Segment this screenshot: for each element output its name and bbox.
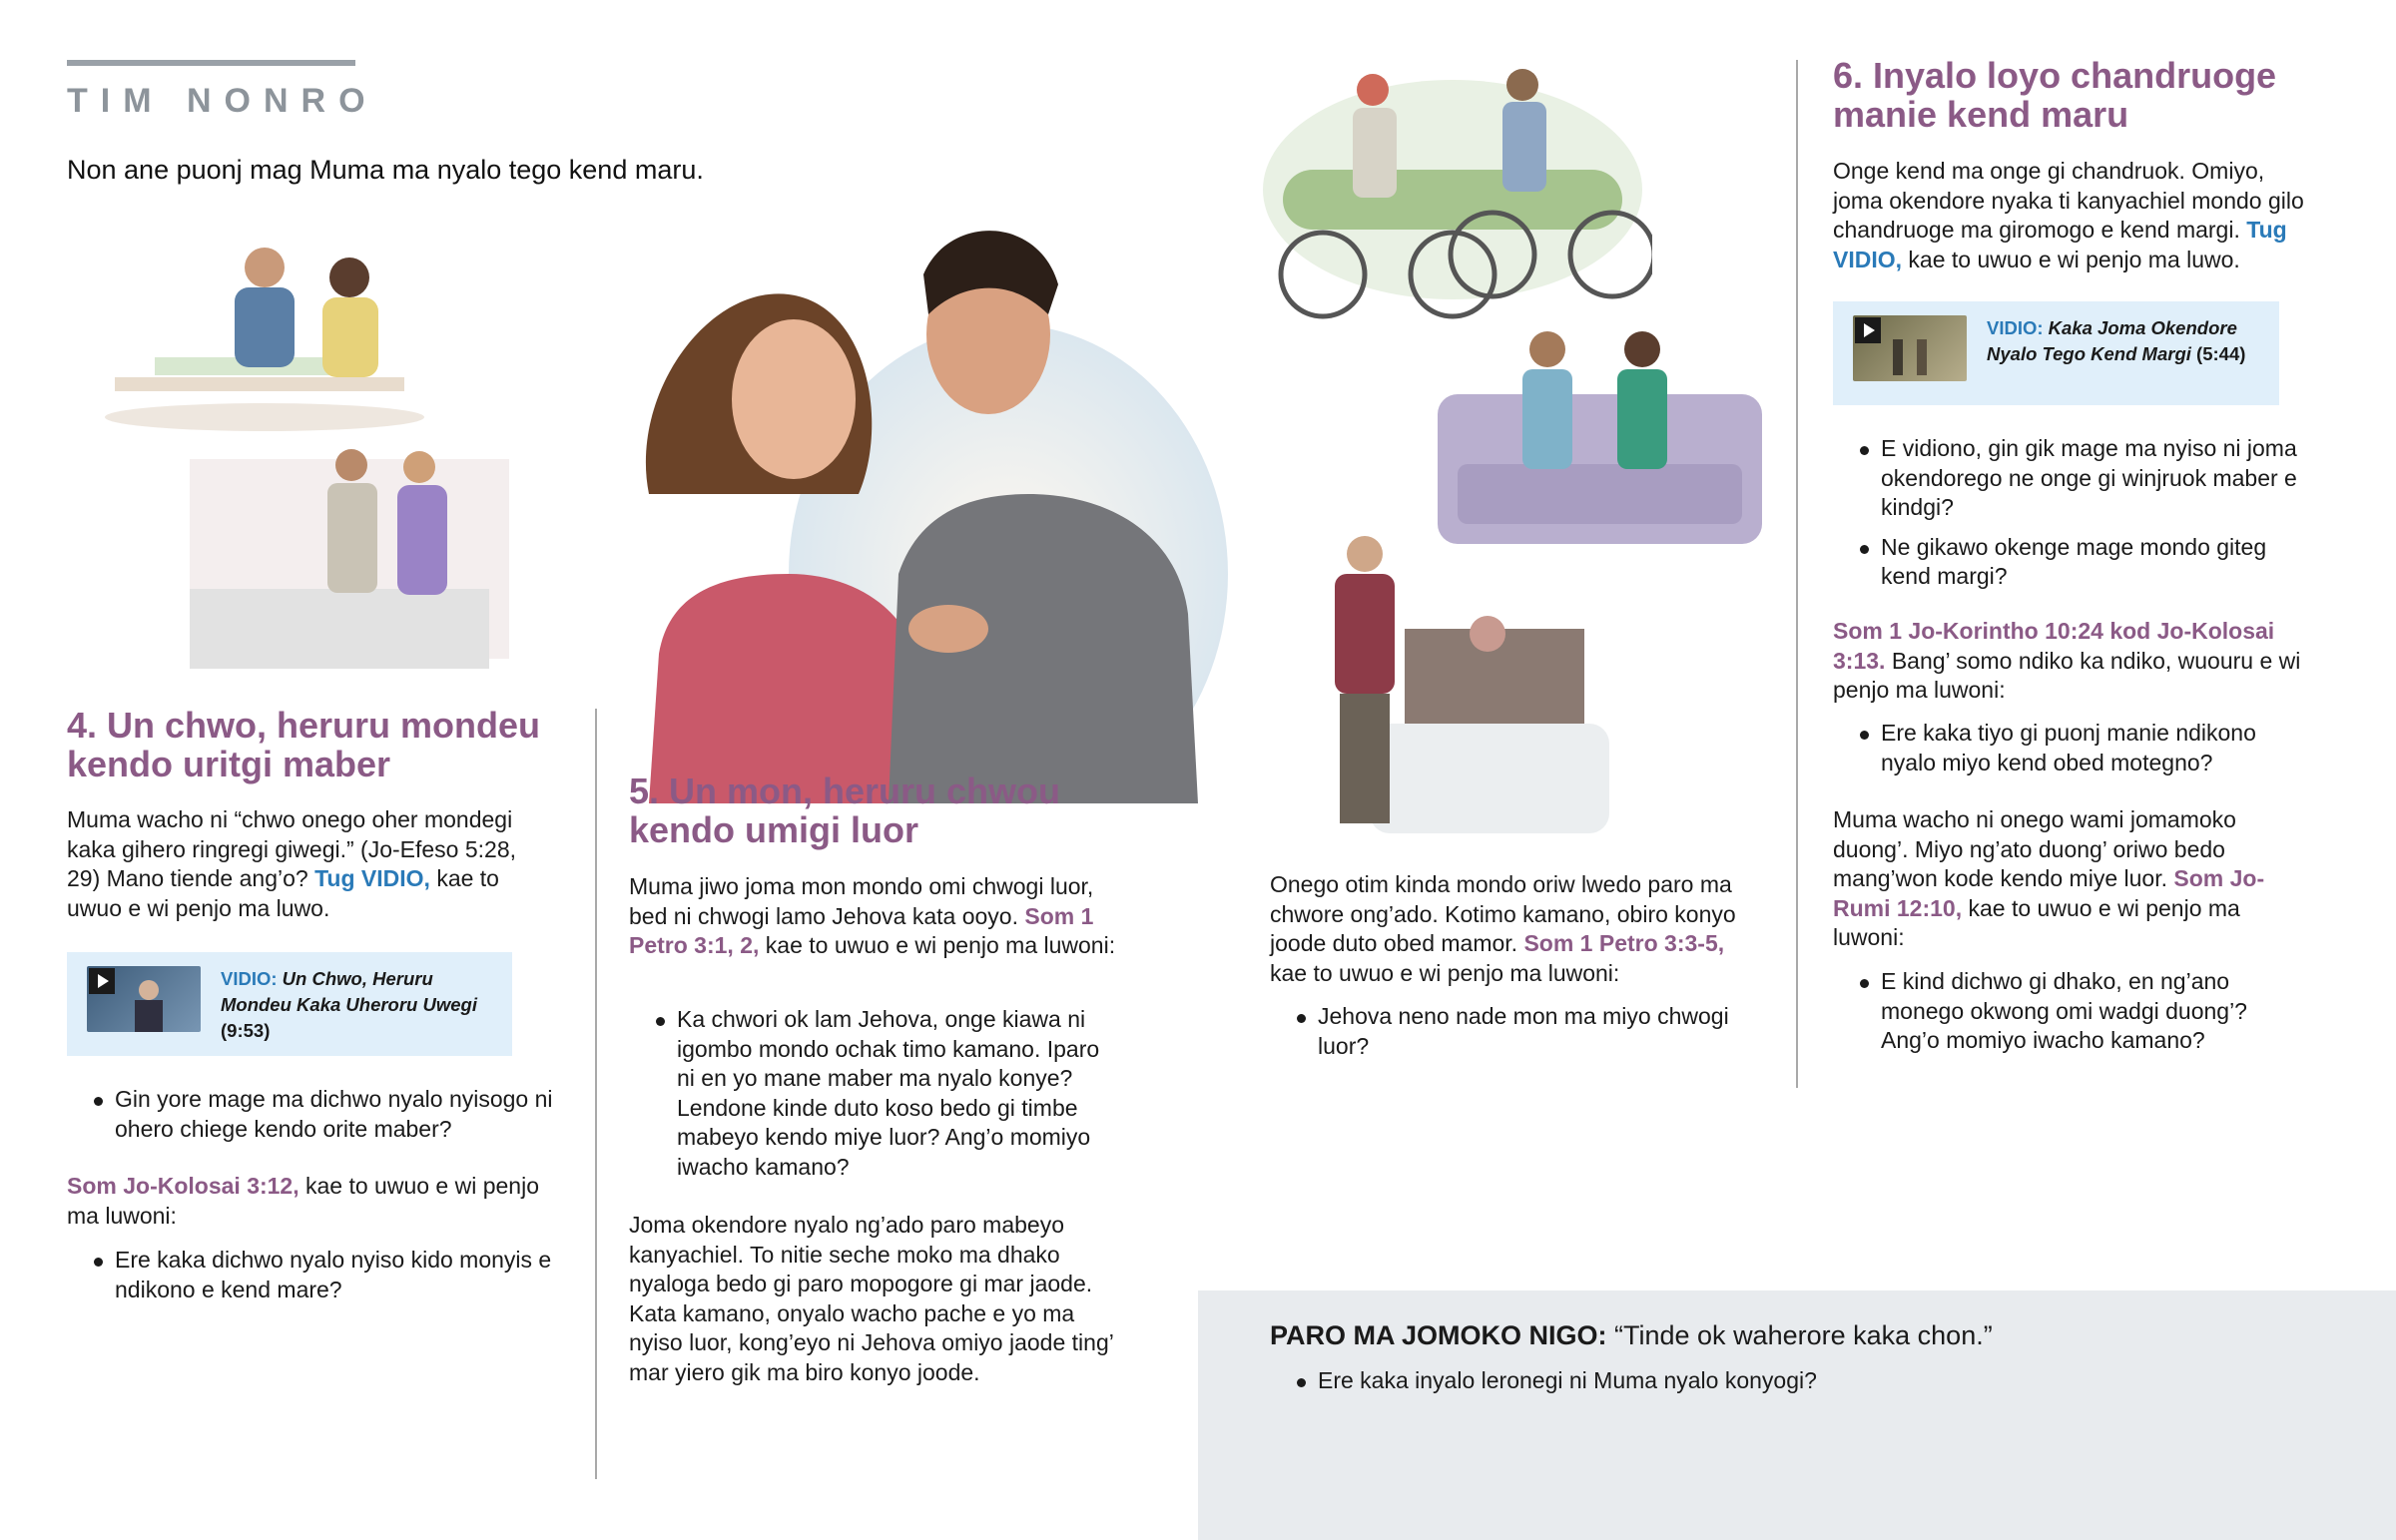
column-3-questions bbox=[1270, 1002, 1729, 1065]
discussion-footer bbox=[1198, 1290, 2396, 1540]
video-thumbnail[interactable] bbox=[1853, 315, 1967, 381]
video-title: Kaka Joma Okendore Nyalo Tego Kend Margi bbox=[1987, 317, 2237, 364]
reference-text: Bang’ somo ndiko ka ndiko, wuouru e wi penjo ma luwoni: bbox=[1833, 647, 2301, 703]
reference-text: kae to uwuo e wi penjo ma luwoni: bbox=[67, 1173, 540, 1229]
section-5-questions bbox=[629, 1005, 1108, 1186]
footer-title: PARO MA JOMOKO NIGO: bbox=[1270, 1320, 1607, 1350]
kicker-rule bbox=[67, 60, 355, 66]
watch-video-link[interactable]: Tug VIDIO, bbox=[1833, 217, 2287, 272]
question-item: Ere kaka dichwo nyalo nyiso kido monyis e ndikono e kend mare? bbox=[67, 1246, 566, 1304]
scripture-link[interactable]: Som 1 Petro 3:3-5, bbox=[1523, 930, 1725, 956]
video-card-married-couples[interactable] bbox=[1833, 301, 2279, 405]
question-item: Ka chwori ok lam Jehova, onge kiawa ni igombo mondo ochak timo kamano. Iparo ni en yo mane maber ma nyalo konye? Lendone kinde duto koso bedo gi timbe mabeyo kendo miye luor? Ang’o momiyo iwacho kamano? bbox=[629, 1005, 1108, 1182]
couple-cooking-illustration bbox=[190, 439, 509, 679]
column-3-text-end: kae to uwuo e wi penjo ma luwoni: bbox=[1270, 959, 1620, 986]
section-kicker: TIM NONRO bbox=[67, 82, 378, 120]
section-6-reference bbox=[1833, 617, 2312, 706]
caring-for-sick-wife-illustration bbox=[1270, 534, 1614, 843]
scripture-link[interactable]: Som Jo-Kolosai 3:12, bbox=[67, 1173, 300, 1199]
section-6-questions bbox=[1833, 434, 2302, 596]
section-4-text: Muma wacho ni “chwo onego oher mondegi kaka gihero ringregi giwegi.” (Jo-Efeso 5:28, 29) Mano tiende ang’o? bbox=[67, 806, 517, 891]
section-6-text-3: kae to uwuo e wi penjo ma luwoni: bbox=[1833, 894, 2240, 950]
section-5-text-end: kae to uwuo e wi penjo ma luwoni: bbox=[765, 932, 1116, 958]
section-4-paragraph bbox=[67, 805, 546, 923]
question-item: Ere kaka inyalo leronegi ni Muma nyalo konyogi? bbox=[1270, 1366, 2168, 1396]
video-label: VIDIO: bbox=[221, 968, 278, 989]
section-6-text: Onge kend ma onge gi chandruok. Omiyo, joma okendore nyaka ti kanyachiel mondo gilo chandruoge ma giromogo e kend margi. bbox=[1833, 158, 2304, 243]
watch-video-link[interactable]: Tug VIDIO, bbox=[314, 865, 430, 891]
video-thumbnail[interactable] bbox=[87, 966, 201, 1032]
section-6-questions-3 bbox=[1833, 967, 2302, 1060]
video-caption bbox=[1987, 315, 2259, 367]
video-label: VIDIO: bbox=[1987, 317, 2044, 338]
question-item: Jehova neno nade mon ma miyo chwogi luor? bbox=[1270, 1002, 1729, 1061]
section-6-paragraph-2 bbox=[1833, 805, 2302, 953]
section-6-paragraph bbox=[1833, 157, 2312, 274]
section-4-reference bbox=[67, 1172, 566, 1231]
video-title: Un Chwo, Heruru Mondeu Kaka Uheroru Uwegi bbox=[221, 968, 477, 1015]
intro-text: Non ane puonj mag Muma ma nyalo tego kend maru. bbox=[67, 155, 704, 185]
column-3-text: Onego otim kinda mondo oriw lwedo paro ma chwore ong’ado. Kotimo kamano, obiro konyo joode duto obed mamor. bbox=[1270, 871, 1736, 956]
column-3-paragraph bbox=[1270, 870, 1759, 988]
footer-questions bbox=[1270, 1366, 2168, 1400]
section-5-text: Muma jiwo joma mon mondo omi chwogi luor, bed ni chwogi lamo Jehova kata ooyo. bbox=[629, 873, 1094, 929]
footer-heading bbox=[1270, 1320, 1993, 1351]
video-duration: (5:44) bbox=[2196, 343, 2246, 364]
couple-studying-illustration bbox=[95, 238, 434, 437]
section-4-heading: 4. Un chwo, heruru mondeu kendo uritgi maber bbox=[67, 705, 541, 784]
couple-portrait-illustration bbox=[589, 195, 1238, 803]
scripture-link[interactable]: Som Jo-Rumi 12:10, bbox=[1833, 865, 2265, 921]
scripture-link[interactable]: Som 1 Petro 3:1, 2, bbox=[629, 902, 1094, 958]
couple-cycling-illustration bbox=[1253, 60, 1652, 329]
section-4-text-end: kae to uwuo e wi penjo ma luwo. bbox=[67, 865, 499, 921]
section-6-text-end: kae to uwuo e wi penjo ma luwo. bbox=[1908, 246, 2240, 272]
question-item: E kind dichwo gi dhako, en ng’ano monego okwong omi wadgi duong’? Ang’o momiyo iwacho kamano? bbox=[1833, 967, 2302, 1056]
question-item: Ere kaka tiyo gi puonj manie ndikono nyalo miyo kend obed motegno? bbox=[1833, 719, 2302, 777]
question-item: Ne gikawo okenge mage mondo giteg kend margi? bbox=[1833, 533, 2302, 592]
video-card-husbands[interactable] bbox=[67, 952, 512, 1056]
scripture-link[interactable]: Som 1 Jo-Korintho 10:24 kod Jo-Kolosai 3:13. bbox=[1833, 618, 2275, 674]
section-5-heading: 5. Un mon, heruru chwou kendo umigi luor bbox=[629, 770, 1061, 850]
section-4-questions bbox=[67, 1085, 566, 1148]
section-6-questions-2 bbox=[1833, 719, 2302, 781]
section-6-heading: 6. Inyalo loyo chandruoge manie kend maru bbox=[1833, 55, 2277, 135]
column-divider bbox=[1796, 60, 1798, 1088]
question-item: E vidiono, gin gik mage ma nyiso ni joma okendorego ne onge gi winjruok maber e kindgi? bbox=[1833, 434, 2302, 523]
section-5-paragraph bbox=[629, 872, 1120, 961]
column-divider bbox=[595, 709, 597, 1479]
video-duration: (9:53) bbox=[221, 1020, 271, 1041]
video-caption bbox=[221, 966, 492, 1044]
section-4-questions-2 bbox=[67, 1246, 566, 1308]
footer-quote: “Tinde ok waherore kaka chon.” bbox=[1614, 1320, 1993, 1350]
section-5-paragraph-2: Joma okendore nyalo ng’ado paro mabeyo kanyachiel. To nitie seche moko ma dhako nyaloga bedo gi paro mopogore gi mar jaode. Kata kamano, onyalo wacho pache e yo ma nyiso luor, kong’eyo ni Jehova omiyo jaode ting’ mar yiero gik ma biro konyo joode. bbox=[629, 1212, 1113, 1385]
section-6-text-2: Muma wacho ni onego wami jomamoko duong’. Miyo ng’ato duong’ oriwo bedo mang’won kode kendo miye luor. bbox=[1833, 806, 2236, 891]
question-item: Gin yore mage ma dichwo nyalo nyisogo ni ohero chiege kendo orite maber? bbox=[67, 1085, 566, 1144]
